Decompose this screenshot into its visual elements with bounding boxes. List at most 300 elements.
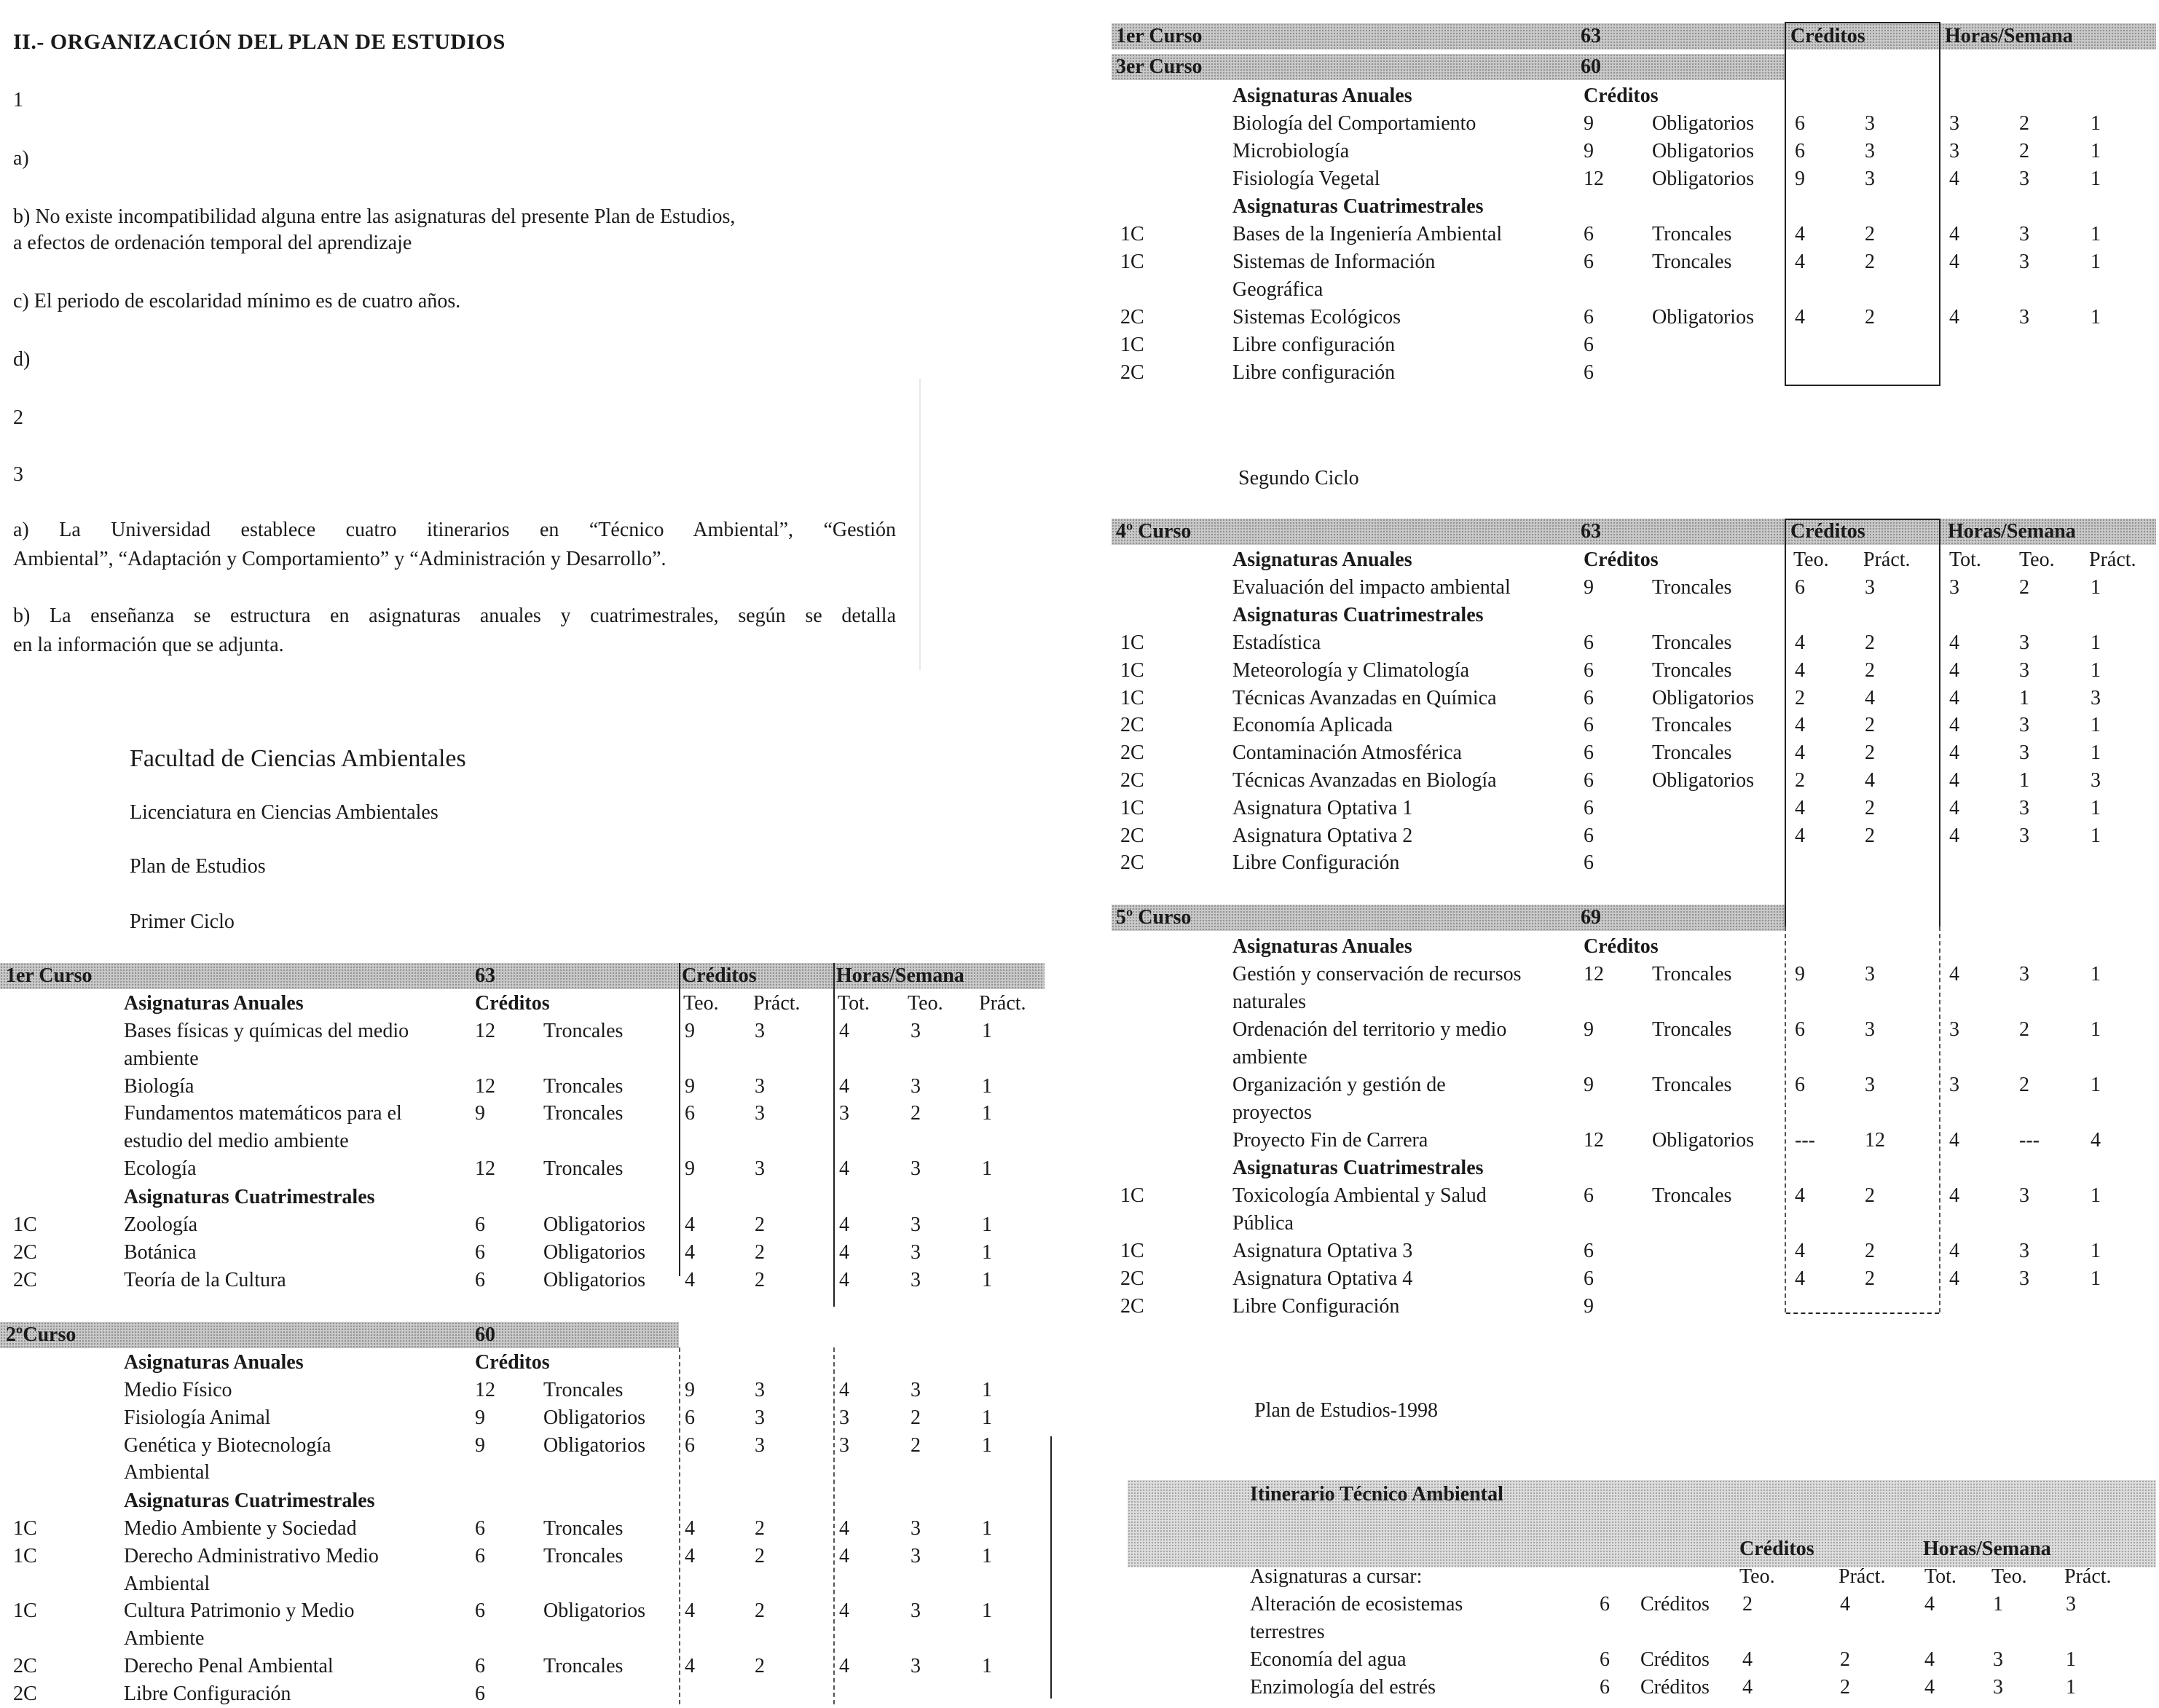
course-2-cuatri-row-cr: 6 <box>475 1655 485 1677</box>
course-5-cuatri-row-pr: 2 <box>1865 1184 1875 1207</box>
course-1-row-hpr: 1 <box>982 1020 992 1042</box>
course-4-cuatri-row-sem: 2C <box>1120 741 1144 765</box>
course-3-cuatri-row-teo: 4 <box>1795 306 1805 328</box>
itinerary-row-name: Alteración de ecosistemas <box>1250 1593 1463 1615</box>
course-1-col-teo: Teo. <box>683 992 719 1015</box>
course-4-col-pract: Práct. <box>1863 548 1911 571</box>
course-3-cuatri-row-type: Obligatorios <box>1652 306 1754 328</box>
course-1-row-pr: 3 <box>755 1020 765 1042</box>
course-5-cuatri-row-type: Troncales <box>1652 1184 1732 1207</box>
course-4-cuatri-row-name: Técnicas Avanzadas en Química <box>1232 686 1497 709</box>
item-3a-line2: Ambiental”, “Adaptación y Comportamiento” y “Administración y Desarrollo”. <box>13 548 666 570</box>
itinerary-row-name: Economía del agua <box>1250 1648 1407 1671</box>
course-4-cuatri-row-name: Economía Aplicada <box>1232 714 1393 737</box>
course-4-cuatri-row-hpr: 3 <box>2091 686 2101 709</box>
course-4-cuatri-row-cr: 6 <box>1584 658 1594 682</box>
course-1-row-hpr: 1 <box>982 1074 992 1098</box>
course-1-row-name: Fundamentos matemáticos para el <box>124 1102 402 1125</box>
course-1-cuatri-row-sem: 1C <box>13 1213 37 1236</box>
course-3-cuatri-row-name: Sistemas de Información <box>1232 251 1436 273</box>
course-5-cuatri-row-sem: 2C <box>1120 1267 1144 1290</box>
course-5-cuatri-row-name: Pública <box>1232 1212 1294 1235</box>
course-3-cuatri-row-type: Troncales <box>1652 251 1732 273</box>
course-5-row-name: Gestión y conservación de recursos <box>1232 963 1522 985</box>
course-5-cuatri-row-hteo: 3 <box>2019 1267 2029 1290</box>
course-2-row-name: Ambiental <box>124 1461 211 1484</box>
course-4-cuatri-row-type: Obligatorios <box>1652 769 1754 792</box>
course-2-row-hpr: 1 <box>982 1379 992 1401</box>
item-3b-line1: b) La enseñanza se estructura en asignaturas anuales y cuatrimestrales, según se detalla <box>13 605 896 627</box>
course-3-row-hpr: 1 <box>2091 140 2101 162</box>
course-5-row-hpr: 1 <box>2091 1018 2101 1041</box>
course-2-cuatri-row-name: Ambiente <box>124 1627 205 1650</box>
course-2-cuatri-row-hpr: 1 <box>982 1655 992 1677</box>
course-5-row-name: ambiente <box>1232 1046 1307 1069</box>
course-5-cuatri-row-sem: 1C <box>1120 1240 1144 1262</box>
course-4-cuatri-row-teo: 4 <box>1795 714 1805 737</box>
course-4-horas-header: Horas/Semana <box>1948 520 2076 543</box>
course-5-cuatri-row-name: Libre Configuración <box>1232 1295 1400 1318</box>
course-4-cuatri-row-name: Estadística <box>1232 631 1321 654</box>
course-2-row-hteo: 2 <box>911 1433 921 1457</box>
course-2-cuatri-row-teo: 4 <box>685 1655 695 1677</box>
course-5-row-hpr: 4 <box>2091 1129 2101 1152</box>
course-3-box-right <box>1939 22 1940 386</box>
course-4-cuatri-heading: Asignaturas Cuatrimestrales <box>1232 604 1484 626</box>
course-1-cuatri-row-type: Obligatorios <box>543 1240 645 1264</box>
course-4-cuatri-row-pr: 4 <box>1865 769 1875 792</box>
course-1-row-cr: 12 <box>475 1020 495 1042</box>
course-2-row-type: Obligatorios <box>543 1433 645 1457</box>
course-1-row-teo: 6 <box>685 1102 695 1125</box>
course-top-horas-header: Horas/Semana <box>1945 25 2073 47</box>
course-2-cuatri-row-name: Libre Configuración <box>124 1682 291 1705</box>
course-5-total: 69 <box>1581 906 1601 929</box>
course-2-cuatri-row-tot: 4 <box>839 1599 849 1623</box>
course-4-cuatri-row-hteo: 1 <box>2019 686 2029 709</box>
course-1-cuatri-row-pr: 2 <box>755 1268 765 1291</box>
course-5-row-tot: 4 <box>1949 963 1959 985</box>
course-3-cuatri-row-sem: 2C <box>1120 361 1144 384</box>
course-2-row-name: Fisiología Animal <box>124 1406 271 1429</box>
faculty-name: Facultad de Ciencias Ambientales <box>130 745 466 772</box>
itinerary-row-teo: 4 <box>1742 1648 1753 1671</box>
course-5-row-hpr: 1 <box>2091 1074 2101 1096</box>
course-5-cuatri-row-cr: 9 <box>1584 1295 1594 1318</box>
course-4-creditos-subheader: Créditos <box>1584 548 1659 571</box>
section-heading: II.- ORGANIZACIÓN DEL PLAN DE ESTUDIOS <box>13 30 506 54</box>
course-3-anuales-heading: Asignaturas Anuales <box>1232 84 1412 107</box>
course-2-row-pr: 3 <box>755 1433 765 1457</box>
course-top-creditos-header: Créditos <box>1790 25 1865 47</box>
course-3-cuatri-row-tot: 4 <box>1949 306 1959 328</box>
course-2-row-teo: 6 <box>685 1406 695 1429</box>
course-2-row-cr: 9 <box>475 1433 485 1457</box>
course-2-row-cr: 12 <box>475 1379 495 1401</box>
course-3-row-cr: 9 <box>1584 112 1594 135</box>
course-3-cuatri-row-hteo: 3 <box>2019 251 2029 273</box>
course-4-total: 63 <box>1581 520 1601 543</box>
course-1-cuatri-row-type: Obligatorios <box>543 1213 645 1236</box>
course-4-cuatri-row-tot: 4 <box>1949 824 1959 847</box>
course-5-cuatri-row-pr: 2 <box>1865 1240 1875 1262</box>
course-2-cuatri-row-hteo: 3 <box>911 1655 921 1677</box>
itinerary-row-pr: 4 <box>1840 1593 1850 1615</box>
course-1-cuatri-row-pr: 2 <box>755 1213 765 1236</box>
course-2-row-teo: 9 <box>685 1379 695 1401</box>
course-4-row-pr: 3 <box>1865 576 1875 599</box>
course-3-cuatri-row-sem: 1C <box>1120 334 1144 356</box>
course-4-cuatri-row-hpr: 1 <box>2091 658 2101 682</box>
course-1-row-name: Bases físicas y químicas del medio <box>124 1020 409 1042</box>
course-2-row-pr: 3 <box>755 1406 765 1429</box>
itinerary-col-tot: Tot. <box>1924 1565 1957 1588</box>
course-4-cuatri-row-hteo: 1 <box>2019 769 2029 792</box>
itinerary-row-teo: 2 <box>1742 1593 1753 1615</box>
course-4-cuatri-row-type: Troncales <box>1652 631 1732 654</box>
course-4-cuatri-row-cr: 6 <box>1584 631 1594 654</box>
course-5-row-pr: 3 <box>1865 1018 1875 1041</box>
itinerary-row-pr: 2 <box>1840 1676 1850 1699</box>
course-2-cuatri-row-teo: 4 <box>685 1599 695 1623</box>
course-2-row-hteo: 3 <box>911 1379 921 1401</box>
course-3-cuatri-heading: Asignaturas Cuatrimestrales <box>1232 195 1484 218</box>
course-top-total: 63 <box>1581 25 1601 47</box>
course-1-col-pract2: Práct. <box>979 992 1026 1015</box>
course-5-row-type: Obligatorios <box>1652 1129 1754 1152</box>
course-1-cuatri-row-name: Zoología <box>124 1213 198 1236</box>
course-4-cuatri-row-hteo: 3 <box>2019 714 2029 737</box>
course-3-cuatri-row-hteo: 3 <box>2019 306 2029 328</box>
course-4-cuatri-row-tot: 4 <box>1949 714 1959 737</box>
course-3-cuatri-row-sem: 1C <box>1120 223 1144 245</box>
course-1-row-teo: 9 <box>685 1157 695 1180</box>
course-1-row-type: Troncales <box>543 1157 624 1180</box>
credits-box-left-line <box>679 963 680 1276</box>
itinerary-row-hteo: 3 <box>1993 1676 2003 1699</box>
itinerary-row-hteo: 3 <box>1993 1648 2003 1671</box>
course-3-label: 3er Curso <box>1116 55 1203 78</box>
course-4-row-type: Troncales <box>1652 576 1732 599</box>
course-1-row-name: Biología <box>124 1074 194 1098</box>
course-1-cuatri-row-hteo: 3 <box>911 1213 921 1236</box>
course-2-row-tot: 3 <box>839 1433 849 1457</box>
course-3-cuatri-row-name: Libre configuración <box>1232 334 1396 356</box>
course-4-box-right <box>1939 519 1940 926</box>
course-4-cuatri-row-hteo: 3 <box>2019 658 2029 682</box>
course-5-cuatri-row-cr: 6 <box>1584 1267 1594 1290</box>
itinerary-row-hpr: 1 <box>2066 1676 2076 1699</box>
course-1-row-cr: 12 <box>475 1157 495 1180</box>
course-2-cuatri-row-hteo: 3 <box>911 1517 921 1540</box>
course-2-cuatri-row-cr: 6 <box>475 1544 485 1567</box>
course-1-cuatri-row-teo: 4 <box>685 1268 695 1291</box>
itinerary-subjects-label: Asignaturas a cursar: <box>1250 1565 1423 1588</box>
course-5-cuatri-row-name: Toxicología Ambiental y Salud <box>1232 1184 1487 1207</box>
course-4-cuatri-row-pr: 2 <box>1865 741 1875 765</box>
course-3-row-hteo: 2 <box>2019 140 2029 162</box>
course-3-row-type: Obligatorios <box>1652 112 1754 135</box>
course-4-cuatri-row-cr: 6 <box>1584 824 1594 847</box>
itinerary-row-cr: 6 <box>1600 1593 1610 1615</box>
course-4-cuatri-row-hpr: 1 <box>2091 796 2101 819</box>
itinerary-col-teo2: Teo. <box>1991 1565 2027 1588</box>
course-2-row-type: Obligatorios <box>543 1406 645 1429</box>
itinerary-row-name: terrestres <box>1250 1621 1325 1643</box>
course-1-cuatri-row-cr: 6 <box>475 1268 485 1291</box>
course-4-cuatri-row-name: Meteorología y Climatología <box>1232 658 1470 682</box>
course-2-cuatri-row-sem: 2C <box>13 1655 37 1677</box>
course-2-row-hpr: 1 <box>982 1433 992 1457</box>
course-4-anuales-heading: Asignaturas Anuales <box>1232 548 1412 571</box>
course-2-cuatri-row-hteo: 3 <box>911 1544 921 1567</box>
course-4-cuatri-row-sem: 1C <box>1120 631 1144 654</box>
course-1-cuatri-row-name: Teoría de la Cultura <box>124 1268 286 1291</box>
course-2-cuatri-row-sem: 2C <box>13 1682 37 1705</box>
course-4-cuatri-row-sem: 2C <box>1120 769 1144 792</box>
itinerary-row-unit: Créditos <box>1640 1593 1710 1615</box>
course-4-cuatri-row-type: Obligatorios <box>1652 686 1754 709</box>
course-5-cuatri-row-name: Asignatura Optativa 3 <box>1232 1240 1413 1262</box>
course-5-row-tot: 3 <box>1949 1074 1959 1096</box>
course-4-row-teo: 6 <box>1795 576 1805 599</box>
course-5-row-pr: 3 <box>1865 963 1875 985</box>
itinerary-row-tot: 4 <box>1924 1676 1935 1699</box>
course-4-cuatri-row-name: Libre Configuración <box>1232 851 1400 875</box>
course-2-cuatri-row-teo: 4 <box>685 1544 695 1567</box>
course-2-cuatri-row-hpr: 1 <box>982 1517 992 1540</box>
course-4-cuatri-row-type: Troncales <box>1652 741 1732 765</box>
course-5-cuatri-row-pr: 2 <box>1865 1267 1875 1290</box>
course-1-row-pr: 3 <box>755 1157 765 1180</box>
course-3-row-hteo: 2 <box>2019 112 2029 135</box>
course-2-cuatri-row-type: Troncales <box>543 1517 624 1540</box>
course-5-box-left <box>1785 926 1786 1313</box>
course-3-row-teo: 6 <box>1795 140 1805 162</box>
course-3-row-tot: 3 <box>1949 112 1959 135</box>
course-5-cuatri-row-teo: 4 <box>1795 1184 1805 1207</box>
course-2-cuatri-row-hteo: 3 <box>911 1599 921 1623</box>
course-5-row-teo: --- <box>1795 1129 1815 1152</box>
course-4-cuatri-row-teo: 2 <box>1795 686 1805 709</box>
course-3-row-pr: 3 <box>1865 112 1875 135</box>
course-4-row-cr: 9 <box>1584 576 1594 599</box>
course-4-cuatri-row-cr: 6 <box>1584 796 1594 819</box>
course-5-cuatri-row-hpr: 1 <box>2091 1267 2101 1290</box>
course-5-header-bar <box>1112 905 1785 931</box>
course-1-col-teo2: Teo. <box>908 992 943 1015</box>
course-2-row-hteo: 2 <box>911 1406 921 1429</box>
course-5-cuatri-row-tot: 4 <box>1949 1240 1959 1262</box>
course-5-row-hteo: 3 <box>2019 963 2029 985</box>
course-3-row-name: Fisiología Vegetal <box>1232 168 1380 190</box>
course-2-cuatri-row-pr: 2 <box>755 1544 765 1567</box>
itinerary-row-tot: 4 <box>1924 1593 1935 1615</box>
plan-label: Plan de Estudios <box>130 855 266 878</box>
degree-name: Licenciatura en Ciencias Ambientales <box>130 801 439 824</box>
cycle-2-label: Segundo Ciclo <box>1238 467 1359 489</box>
course-1-cuatri-heading: Asignaturas Cuatrimestrales <box>124 1186 375 1208</box>
course-1-cuatri-row-hpr: 1 <box>982 1213 992 1236</box>
course-2-cuatri-row-name: Derecho Administrativo Medio <box>124 1544 379 1567</box>
course-4-col-pract2: Práct. <box>2089 548 2136 571</box>
course-2-right-guide <box>833 1347 835 1704</box>
course-1-cuatri-row-tot: 4 <box>839 1240 849 1264</box>
course-4-cuatri-row-pr: 4 <box>1865 686 1875 709</box>
page-edge-line <box>1050 1436 1052 1699</box>
course-5-row-teo: 6 <box>1795 1018 1805 1041</box>
course-1-row-pr: 3 <box>755 1102 765 1125</box>
course-2-cuatri-row-tot: 4 <box>839 1544 849 1567</box>
course-2-cuatri-row-pr: 2 <box>755 1599 765 1623</box>
course-4-cuatri-row-tot: 4 <box>1949 686 1959 709</box>
course-4-cuatri-row-teo: 4 <box>1795 796 1805 819</box>
course-2-row-hpr: 1 <box>982 1406 992 1429</box>
course-1-row-hpr: 1 <box>982 1157 992 1180</box>
course-2-header-bar <box>0 1322 679 1348</box>
course-4-cuatri-row-type: Troncales <box>1652 658 1732 682</box>
course-2-row-cr: 9 <box>475 1406 485 1429</box>
course-2-row-type: Troncales <box>543 1379 624 1401</box>
course-3-cuatri-row-tot: 4 <box>1949 223 1959 245</box>
course-5-row-name: Proyecto Fin de Carrera <box>1232 1129 1428 1152</box>
course-3-row-hpr: 1 <box>2091 112 2101 135</box>
course-5-row-teo: 6 <box>1795 1074 1805 1096</box>
item-c: c) El periodo de escolaridad mínimo es de cuatro años. <box>13 290 461 312</box>
itinerary-row-cr: 6 <box>1600 1676 1610 1699</box>
course-2-left-guide <box>679 1347 680 1704</box>
course-2-cuatri-row-hpr: 1 <box>982 1599 992 1623</box>
course-4-cuatri-row-cr: 6 <box>1584 769 1594 792</box>
course-5-anuales-heading: Asignaturas Anuales <box>1232 935 1412 958</box>
item-number-2: 2 <box>13 406 23 429</box>
course-1-col-tot: Tot. <box>838 992 870 1015</box>
course-4-cuatri-row-sem: 2C <box>1120 714 1144 737</box>
itinerary-row-pr: 2 <box>1840 1648 1850 1671</box>
course-5-cuatri-row-sem: 2C <box>1120 1295 1144 1318</box>
course-1-row-hteo: 3 <box>911 1020 921 1042</box>
course-5-cuatri-row-cr: 6 <box>1584 1184 1594 1207</box>
itinerary-col-teo: Teo. <box>1739 1565 1775 1588</box>
course-4-cuatri-row-pr: 2 <box>1865 631 1875 654</box>
course-1-col-pract: Práct. <box>753 992 801 1015</box>
course-2-label: 2ºCurso <box>6 1323 76 1346</box>
itinerary-row-name: Enzimología del estrés <box>1250 1676 1436 1699</box>
course-4-cuatri-row-hpr: 1 <box>2091 631 2101 654</box>
itinerary-row-unit: Créditos <box>1640 1676 1710 1699</box>
course-5-row-name: naturales <box>1232 991 1307 1013</box>
course-2-cuatri-row-name: Cultura Patrimonio y Medio <box>124 1599 355 1623</box>
item-b-line2: a efectos de ordenación temporal del aprendizaje <box>13 232 412 254</box>
course-4-cuatri-row-pr: 2 <box>1865 796 1875 819</box>
course-3-cuatri-row-sem: 2C <box>1120 306 1144 328</box>
course-1-cuatri-row-sem: 2C <box>13 1268 37 1291</box>
course-5-cuatri-row-hteo: 3 <box>2019 1240 2029 1262</box>
course-1-row-teo: 9 <box>685 1074 695 1098</box>
course-3-row-cr: 9 <box>1584 140 1594 162</box>
course-5-row-name: proyectos <box>1232 1101 1312 1124</box>
course-1-creditos-header: Créditos <box>682 964 757 987</box>
course-2-cuatri-row-name: Medio Ambiente y Sociedad <box>124 1517 357 1540</box>
course-1-row-hteo: 2 <box>911 1102 921 1125</box>
course-2-cuatri-row-pr: 2 <box>755 1655 765 1677</box>
course-3-row-pr: 3 <box>1865 140 1875 162</box>
course-3-cuatri-row-pr: 2 <box>1865 306 1875 328</box>
course-4-cuatri-row-hteo: 3 <box>2019 631 2029 654</box>
course-top-label: 1er Curso <box>1116 25 1203 47</box>
course-1-cuatri-row-cr: 6 <box>475 1240 485 1264</box>
course-3-cuatri-row-sem: 1C <box>1120 251 1144 273</box>
course-3-cuatri-row-hpr: 1 <box>2091 223 2101 245</box>
itinerary-col-pract2: Práct. <box>2064 1565 2112 1588</box>
course-3-row-pr: 3 <box>1865 168 1875 190</box>
course-2-cuatri-row-name: Ambiental <box>124 1572 211 1595</box>
itinerary-col-pract: Práct. <box>1839 1565 1886 1588</box>
course-5-row-type: Troncales <box>1652 963 1732 985</box>
course-1-row-hpr: 1 <box>982 1102 992 1125</box>
itinerary-row-hpr: 1 <box>2066 1648 2076 1671</box>
course-4-label: 4º Curso <box>1116 520 1192 543</box>
course-1-row-name: ambiente <box>124 1047 199 1070</box>
course-4-box-left <box>1785 519 1786 926</box>
course-4-cuatri-row-pr: 2 <box>1865 714 1875 737</box>
item-number-3: 3 <box>13 463 23 486</box>
course-2-anuales-heading: Asignaturas Anuales <box>124 1351 304 1374</box>
course-2-row-tot: 3 <box>839 1406 849 1429</box>
course-4-cuatri-row-hpr: 1 <box>2091 824 2101 847</box>
course-1-row-name: Ecología <box>124 1157 197 1180</box>
course-3-cuatri-row-name: Libre configuración <box>1232 361 1396 384</box>
course-4-cuatri-row-hteo: 3 <box>2019 824 2029 847</box>
course-4-col-teo: Teo. <box>1793 548 1829 571</box>
course-1-total: 63 <box>475 964 495 987</box>
course-5-cuatri-row-tot: 4 <box>1949 1267 1959 1290</box>
course-4-cuatri-row-sem: 1C <box>1120 658 1144 682</box>
course-5-row-cr: 9 <box>1584 1074 1594 1096</box>
course-3-cuatri-row-cr: 6 <box>1584 223 1594 245</box>
course-1-cuatri-row-tot: 4 <box>839 1213 849 1236</box>
itinerary-row-hteo: 1 <box>1993 1593 2003 1615</box>
course-3-cuatri-row-name: Sistemas Ecológicos <box>1232 306 1401 328</box>
itinerary-row-teo: 4 <box>1742 1676 1753 1699</box>
item-d: d) <box>13 348 31 371</box>
course-1-row-cr: 9 <box>475 1102 485 1125</box>
course-4-cuatri-row-sem: 1C <box>1120 796 1144 819</box>
course-5-cuatri-row-cr: 6 <box>1584 1240 1594 1262</box>
course-4-cuatri-row-tot: 4 <box>1949 631 1959 654</box>
course-5-box-right <box>1939 926 1940 1313</box>
course-3-row-name: Biología del Comportamiento <box>1232 112 1476 135</box>
course-1-row-type: Troncales <box>543 1020 624 1042</box>
course-4-cuatri-row-name: Asignatura Optativa 2 <box>1232 824 1413 847</box>
course-1-row-tot: 4 <box>839 1020 849 1042</box>
course-3-cuatri-row-hteo: 3 <box>2019 223 2029 245</box>
course-5-cuatri-row-name: Asignatura Optativa 4 <box>1232 1267 1413 1290</box>
course-4-cuatri-row-tot: 4 <box>1949 769 1959 792</box>
course-1-row-type: Troncales <box>543 1074 624 1098</box>
course-3-row-name: Microbiología <box>1232 140 1350 162</box>
course-3-cuatri-row-cr: 6 <box>1584 334 1594 356</box>
course-4-cuatri-row-hteo: 3 <box>2019 796 2029 819</box>
course-2-cuatri-row-pr: 2 <box>755 1517 765 1540</box>
course-2-cuatri-row-cr: 6 <box>475 1599 485 1623</box>
course-3-cuatri-row-cr: 6 <box>1584 361 1594 384</box>
course-1-row-tot: 4 <box>839 1157 849 1180</box>
course-4-cuatri-row-cr: 6 <box>1584 851 1594 875</box>
course-1-label: 1er Curso <box>6 964 93 987</box>
course-1-horas-header: Horas/Semana <box>836 964 964 987</box>
course-5-row-type: Troncales <box>1652 1018 1732 1041</box>
